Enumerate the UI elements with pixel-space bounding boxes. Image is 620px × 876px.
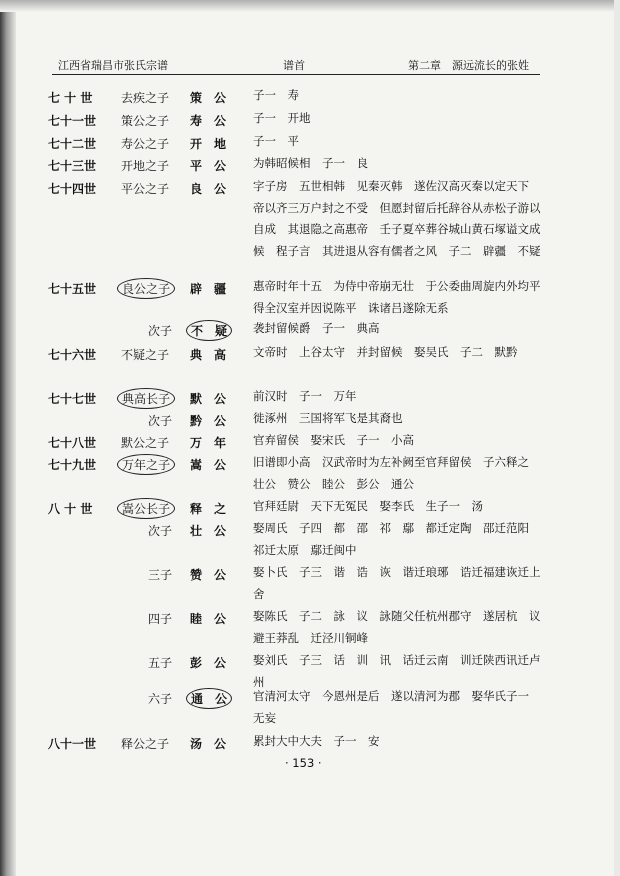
- person-name: 万 年: [190, 436, 227, 450]
- person-description: 文帝时 上谷太守 并封留候 娶吴氏 子二 默黔: [253, 345, 518, 359]
- relation-label: 去疾之子: [121, 91, 170, 105]
- page-gutter-shadow: [0, 0, 16, 876]
- relation-label: 次子: [148, 324, 173, 338]
- person-name: 赞 公: [190, 568, 227, 582]
- person-name: 通 公: [186, 688, 232, 709]
- relation-label: 典高长子: [117, 388, 175, 409]
- person-description: 字子房 五世相韩 见秦灭韩 遂佐汉高灭秦以定天下 帝以齐三万户封之不受 但愿封留后托辞谷从赤松子游以自成 其退隐之高惠帝 壬子夏卒葬谷城山黄石塚谥文成候 程子言 其进退从容有儒者之风 子二 辟疆 不疑: [253, 179, 541, 258]
- person-description: 娶卜氏 子三 谐 诰 诙 谐迁琅琊 诰迁福建诙迁上舍: [253, 565, 541, 601]
- relation-label: 寿公之子: [121, 137, 170, 151]
- person-description: 娶陈氏 子二 詠 议 詠随父任杭州郡守 遂居杭 议避王莽乱 迁泾川铜峰: [253, 609, 541, 645]
- person-description: 子一 寿: [253, 88, 299, 102]
- generation-label: 七十四世: [48, 182, 97, 196]
- person-name: 开 地: [190, 137, 227, 151]
- person-description: 官拜廷尉 天下无冤民 娶李氏 生子一 汤: [253, 499, 483, 513]
- person-name: 睦 公: [190, 612, 227, 626]
- header-book-title: 江西省瑞昌市张氏宗谱: [58, 59, 168, 72]
- generation-label: 七十五世: [48, 282, 97, 296]
- relation-label: 三子: [148, 568, 173, 582]
- relation-label: 六子: [148, 692, 173, 706]
- relation-label: 策公之子: [121, 114, 170, 128]
- generation-label: 七十二世: [48, 137, 97, 151]
- person-description: 子一 平: [253, 134, 299, 148]
- person-name: 平 公: [190, 159, 227, 173]
- generation-label: 八十一世: [48, 737, 97, 751]
- person-name: 不 疑: [186, 320, 232, 341]
- person-name: 汤 公: [190, 737, 227, 751]
- person-description: 娶刘氏 子三 话 训 讯 话迁云南 训迁陕西讯迁卢州: [253, 653, 541, 689]
- relation-label: 平公之子: [121, 182, 170, 196]
- generation-label: 七十一世: [48, 114, 97, 128]
- generation-label: 七十六世: [48, 348, 97, 362]
- person-description: 前汉时 子一 万年: [253, 389, 357, 403]
- relation-label: 万年之子: [117, 454, 175, 475]
- person-description: 徙涿州 三国将军飞是其裔也: [253, 411, 403, 425]
- person-name: 良 公: [190, 182, 227, 196]
- person-name: 默 公: [190, 392, 227, 406]
- generation-label: 七 十 世: [48, 91, 93, 105]
- person-name: 策 公: [190, 91, 227, 105]
- person-description: 官弃留侯 娶宋氏 子一 小高: [253, 433, 414, 447]
- relation-label: 释公之子: [121, 737, 170, 751]
- relation-label: 嵩公长子: [117, 498, 175, 519]
- person-name: 黔 公: [190, 414, 227, 428]
- generation-label: 八 十 世: [48, 502, 93, 516]
- generation-label: 七十三世: [48, 159, 97, 173]
- relation-label: 次子: [148, 414, 173, 428]
- page-right-edge: [614, 0, 620, 876]
- person-description: 子一 开地: [253, 111, 311, 125]
- person-description: 袭封留候爵 子一 典高: [253, 321, 380, 335]
- person-description: 为韩昭候相 子一 良: [253, 156, 368, 170]
- relation-label: 不疑之子: [121, 348, 170, 362]
- person-description: 旧谱即小高 汉武帝时为左补阙至官拜留侯 子六释之 壮公 赞公 睦公 彭公 通公: [253, 455, 541, 491]
- person-name: 彭 公: [190, 656, 227, 670]
- person-name: 辟 疆: [190, 282, 227, 296]
- relation-label: 五子: [148, 656, 173, 670]
- person-name: 典 高: [190, 348, 227, 362]
- generation-label: 七十七世: [48, 392, 97, 406]
- relation-label: 良公之子: [117, 278, 175, 299]
- person-description: 惠帝时年十五 为侍中帝崩无壮 于公委曲周旋内外均平 得全汉室并因说陈平 诛诸吕遂除无系: [253, 279, 552, 315]
- page-number: · 153 ·: [285, 756, 322, 770]
- relation-label: 开地之子: [121, 159, 170, 173]
- generation-label: 七十九世: [48, 458, 97, 472]
- header-section: 谱首: [283, 59, 305, 72]
- person-description: 累封大中大夫 子一 安: [253, 734, 380, 748]
- generation-label: 七十八世: [48, 436, 97, 450]
- person-description: 娶周氏 子四 都 邵 祁 鄢 都迁定陶 邵迁范阳 祁迁太原 鄢迁闽中: [253, 521, 541, 557]
- person-name: 寿 公: [190, 114, 227, 128]
- page-top-shadow: [0, 0, 620, 12]
- header-chapter: 第二章 源远流长的张姓: [408, 59, 529, 72]
- person-name: 嵩 公: [190, 458, 227, 472]
- header-rule: [52, 74, 540, 75]
- person-description: 官清河太守 今恩州是后 遂以清河为郡 娶华氏子一 无妄: [253, 689, 541, 725]
- relation-label: 四子: [148, 612, 173, 626]
- person-name: 壮 公: [190, 524, 227, 538]
- person-name: 释 之: [190, 502, 227, 516]
- relation-label: 次子: [148, 524, 173, 538]
- relation-label: 默公之子: [121, 436, 170, 450]
